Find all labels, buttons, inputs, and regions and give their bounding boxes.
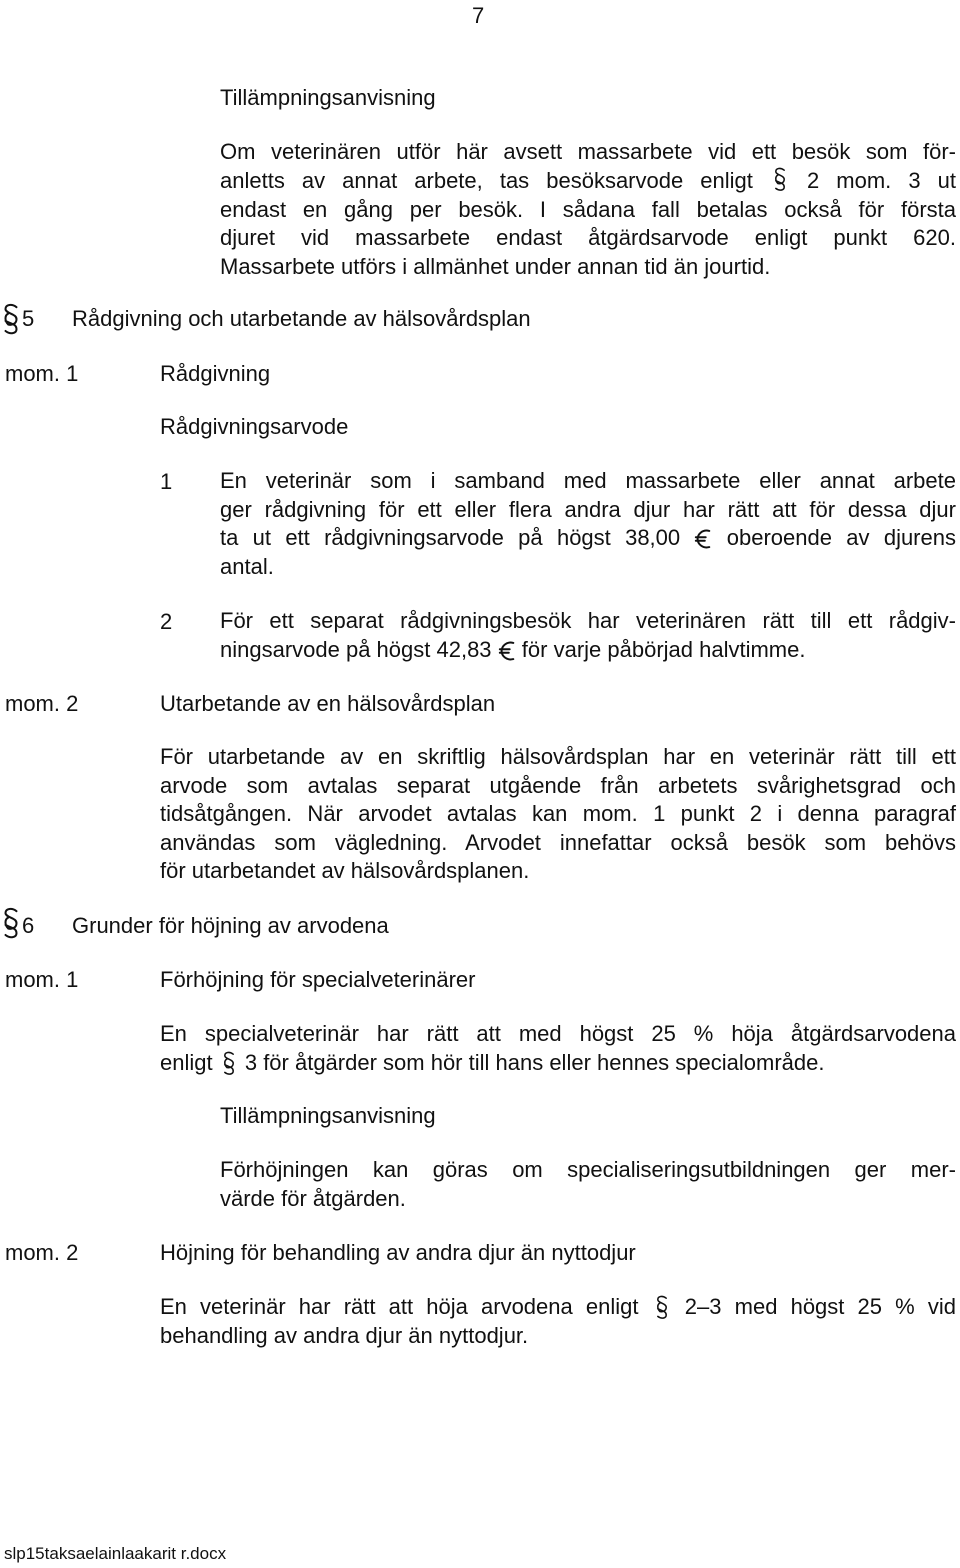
text-segment: ta ut ett rådgivningsarvode på högst 38,00 xyxy=(220,525,681,550)
item-body xyxy=(220,467,956,581)
section-sign-icon xyxy=(652,1294,672,1322)
item-number: 2 xyxy=(160,609,173,634)
mom-title: Höjning för behandling av andra djur än nyttodjur xyxy=(160,1240,636,1265)
section-sign-icon xyxy=(0,904,22,944)
item-body xyxy=(220,607,956,664)
euro-icon xyxy=(694,527,712,551)
section-sign-icon xyxy=(0,300,22,340)
text-line xyxy=(160,1049,956,1078)
text-line: värde för åtgärden. xyxy=(220,1185,406,1211)
text-segment: anletts av annat arbete, tas besöksarvode enligt xyxy=(220,167,753,193)
paragraph xyxy=(160,743,956,886)
subheading: Rådgivningsarvode xyxy=(160,414,349,439)
euro-icon xyxy=(498,639,516,663)
section-sign-icon xyxy=(219,1050,239,1078)
text-line: ger rådgivning för ett eller flera andra djur har rätt att för dessa djur xyxy=(220,496,956,522)
mom-label: mom. 1 xyxy=(5,361,79,386)
text-line xyxy=(160,1293,956,1322)
text-segment: En veterinär har rätt att höja arvodena enligt xyxy=(160,1294,639,1319)
application-note-heading: Tillämpningsanvisning xyxy=(220,1103,436,1128)
text-line: för utarbetandet av hälsovårdsplanen. xyxy=(160,858,530,883)
text-line: djuret vid massarbete endast åtgärdsarvode enligt punkt 620. xyxy=(220,225,956,251)
section-sign-icon xyxy=(770,166,790,194)
mom-title: Rådgivning xyxy=(160,361,271,386)
mom-label: mom. 2 xyxy=(5,691,79,716)
text-segment: ningsarvode på högst 42,83 xyxy=(220,636,492,662)
text-line xyxy=(220,167,956,196)
mom-title: Utarbetande av en hälsovårdsplan xyxy=(160,691,496,716)
text-line: endast en gång per besök. I sådana fall betalas också för första xyxy=(220,196,956,222)
text-segment: 3 för åtgärder som hör till hans eller hennes specialområde. xyxy=(244,1049,825,1075)
text-line: Om veterinären utför här avsett massarbete vid ett besök som för- xyxy=(220,139,956,164)
section-number: 6 xyxy=(22,913,35,938)
text-segment: 2 mom. 3 ut xyxy=(806,167,956,193)
item-number: 1 xyxy=(160,469,173,494)
mom-label: mom. 1 xyxy=(5,967,79,992)
section-number: 5 xyxy=(22,306,35,331)
text-line: Förhöjningen kan göras om specialiseringsutbildningen ger mer- xyxy=(220,1157,956,1182)
footer-filename: slp15taksaelainlaakarit r.docx xyxy=(4,1544,227,1563)
application-note-body xyxy=(220,1156,956,1213)
section-title: Grunder för höjning av arvodena xyxy=(72,913,389,938)
text-segment: 2–3 med högst 25 % vid xyxy=(684,1294,956,1319)
paragraph xyxy=(160,1020,956,1078)
text-line: tidsåtgången. När arvodet avtalas kan mom. 1 punkt 2 i denna paragraf xyxy=(160,801,956,826)
text-line xyxy=(220,524,956,553)
mom-label: mom. 2 xyxy=(5,1240,79,1265)
text-segment: oberoende av djurens xyxy=(726,525,956,550)
application-note-body xyxy=(220,138,956,281)
text-line: användas som vägledning. Arvodet innefattar också besök som behövs xyxy=(160,829,956,855)
text-line: antal. xyxy=(220,553,274,579)
text-segment: enligt xyxy=(160,1049,213,1075)
mom-title: Förhöjning för specialveterinärer xyxy=(160,967,476,992)
text-line: En specialveterinär har rätt att med högst 25 % höja åtgärdsarvodena xyxy=(160,1021,956,1046)
text-line: behandling av andra djur än nyttodjur. xyxy=(160,1323,529,1349)
paragraph xyxy=(160,1293,956,1351)
section-title: Rådgivning och utarbetande av hälsovårdsplan xyxy=(72,306,531,331)
text-line: arvode som avtalas separat utgående från arbetets svårighetsgrad och xyxy=(160,772,956,798)
text-line: För ett separat rådgivningsbesök har veterinären rätt till ett rådgiv- xyxy=(220,608,956,633)
page-number: 7 xyxy=(472,3,485,28)
text-line: Massarbete utförs i allmänhet under annan tid än jourtid. xyxy=(220,253,771,279)
text-line: För utarbetande av en skriftlig hälsovårdsplan har en veterinär rätt till ett xyxy=(160,744,956,769)
text-line: En veterinär som i samband med massarbete eller annat arbete xyxy=(220,468,956,493)
text-line xyxy=(220,636,956,665)
text-segment: för varje påbörjad halvtimme. xyxy=(521,636,806,662)
application-note-heading: Tillämpningsanvisning xyxy=(220,85,436,110)
